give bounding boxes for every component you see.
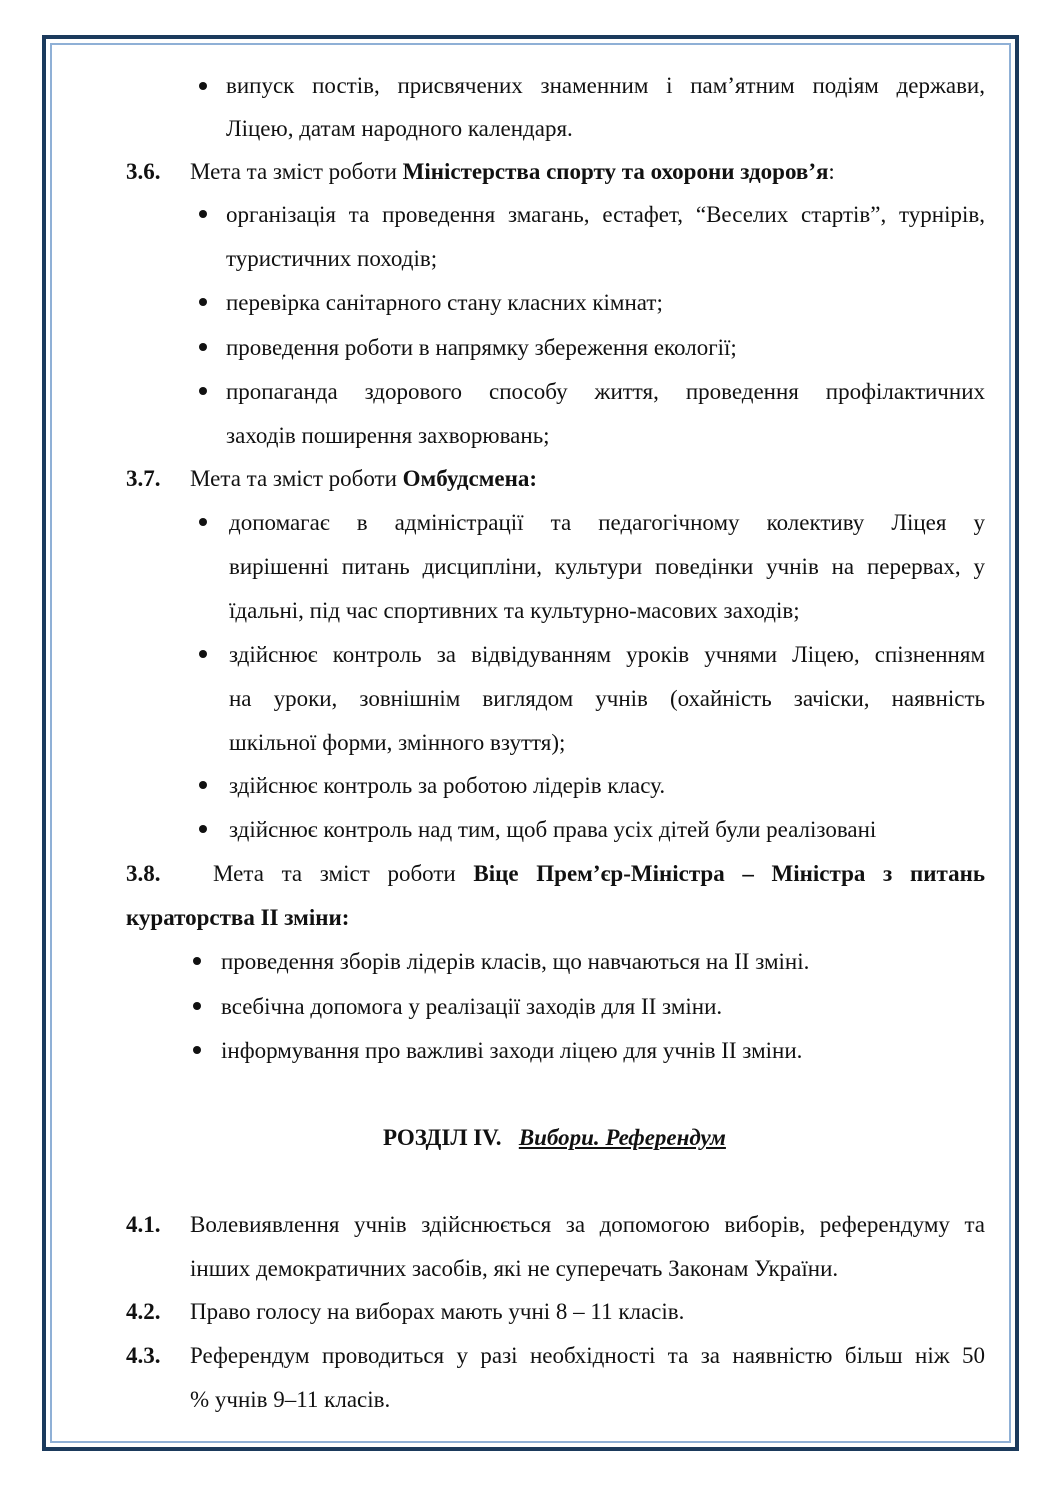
paragraph-text: Право голосу на виборах мають учні 8 – 11 класів. [190,1299,685,1324]
bullet-icon [199,82,207,90]
list-item-text: інформування про важливі заходи ліцею для учнів ІІ зміни. [221,1038,803,1063]
section-heading [383,1123,726,1153]
section-intro [213,859,985,889]
bullet-icon [199,518,207,526]
section-label: РОЗДІЛ IV. [383,1125,502,1150]
role-name-cont [126,903,349,933]
list-item-text: всебічна допомога у реалізації заходів для ІІ зміни. [221,994,723,1019]
bullet-icon [193,1046,201,1054]
paragraph-text: Референдум проводиться у разі необхідності та за наявністю більш ніж 50 [190,1343,985,1368]
paragraph-text: Волевиявлення учнів здійснюється за допомогою виборів, референдуму та [190,1212,985,1237]
list-item-text: перевірка санітарного стану класних кімнат; [226,290,663,315]
bullet-icon [199,825,207,833]
section-intro [190,157,835,187]
punct: : [828,159,835,184]
list-item-text: здійснює контроль за відвідуванням уроків учнями Ліцею, спізненням [229,642,985,667]
list-item-text: здійснює контроль за роботою лідерів класу. [229,773,666,798]
bullet-icon [193,957,201,965]
list-item-text: заходів поширення захворювань; [226,423,550,448]
section-number: 3.8. [126,861,161,886]
section-intro-text: Мета та зміст роботи [190,159,403,184]
bullet-icon [199,343,207,351]
list-item-text: здійснює контроль над тим, щоб права усіх дітей були реалізовані [229,817,877,842]
section-number: 4.2. [126,1299,161,1324]
section-number: 4.3. [126,1343,161,1368]
list-item-text: на уроки, зовнішнім виглядом учнів (охайність зачіски, наявність [229,686,985,711]
list-item-text: проведення роботи в напрямку збереження екології; [226,335,737,360]
role-name: Омбудсмена: [402,466,538,491]
list-item-text: пропаганда здорового способу життя, проведення профілактичних [226,379,985,404]
section-number: 3.6. [126,159,161,184]
bullet-icon [199,387,207,395]
list-item-text: їдальні, під час спортивних та культурно-масових заходів; [229,598,800,623]
section-number: 3.7. [126,466,161,491]
list-item-text: туристичних походів; [226,246,438,271]
list-item-text: вирішенні питань дисципліни, культури поведінки учнів на перервах, у [229,554,985,579]
ministry-name: Міністерства спорту та охорони здоров’я [402,159,829,184]
section-number: 4.1. [126,1212,161,1237]
section-title: Вибори. Референдум [518,1125,726,1150]
bullet-icon [199,298,207,306]
paragraph-text: % учнів 9–11 класів. [190,1387,391,1412]
list-item-text: допомагає в адміністрації та педагогічному колективу Ліцея у [229,510,985,535]
section-intro-text: Мета та зміст роботи [190,466,403,491]
bullet-icon [199,210,207,218]
role-name: Віце Прем’єр-Міністра – Міністра з питань [473,861,985,886]
list-item-text: проведення зборів лідерів класів, що навчаються на ІІ зміні. [221,949,810,974]
paragraph-text: інших демократичних засобів, які не суперечать Законам України. [190,1256,839,1281]
bullet-icon [199,781,207,789]
bullet-icon [193,1002,201,1010]
list-item-text: шкільної форми, змінного взуття); [229,730,566,755]
bullet-icon [199,650,207,658]
list-item-text: організація та проведення змагань, естафет, “Веселих стартів”, турнірів, [226,202,985,227]
section-intro [190,464,537,494]
list-item-text: Ліцею, датам народного календаря. [226,116,573,141]
role-name: кураторства ІІ зміни: [126,905,350,930]
list-item-text: випуск постів, присвячених знаменним і пам’ятним подіям держави, [226,73,985,98]
section-intro-text: Мета та зміст роботи [213,861,474,886]
